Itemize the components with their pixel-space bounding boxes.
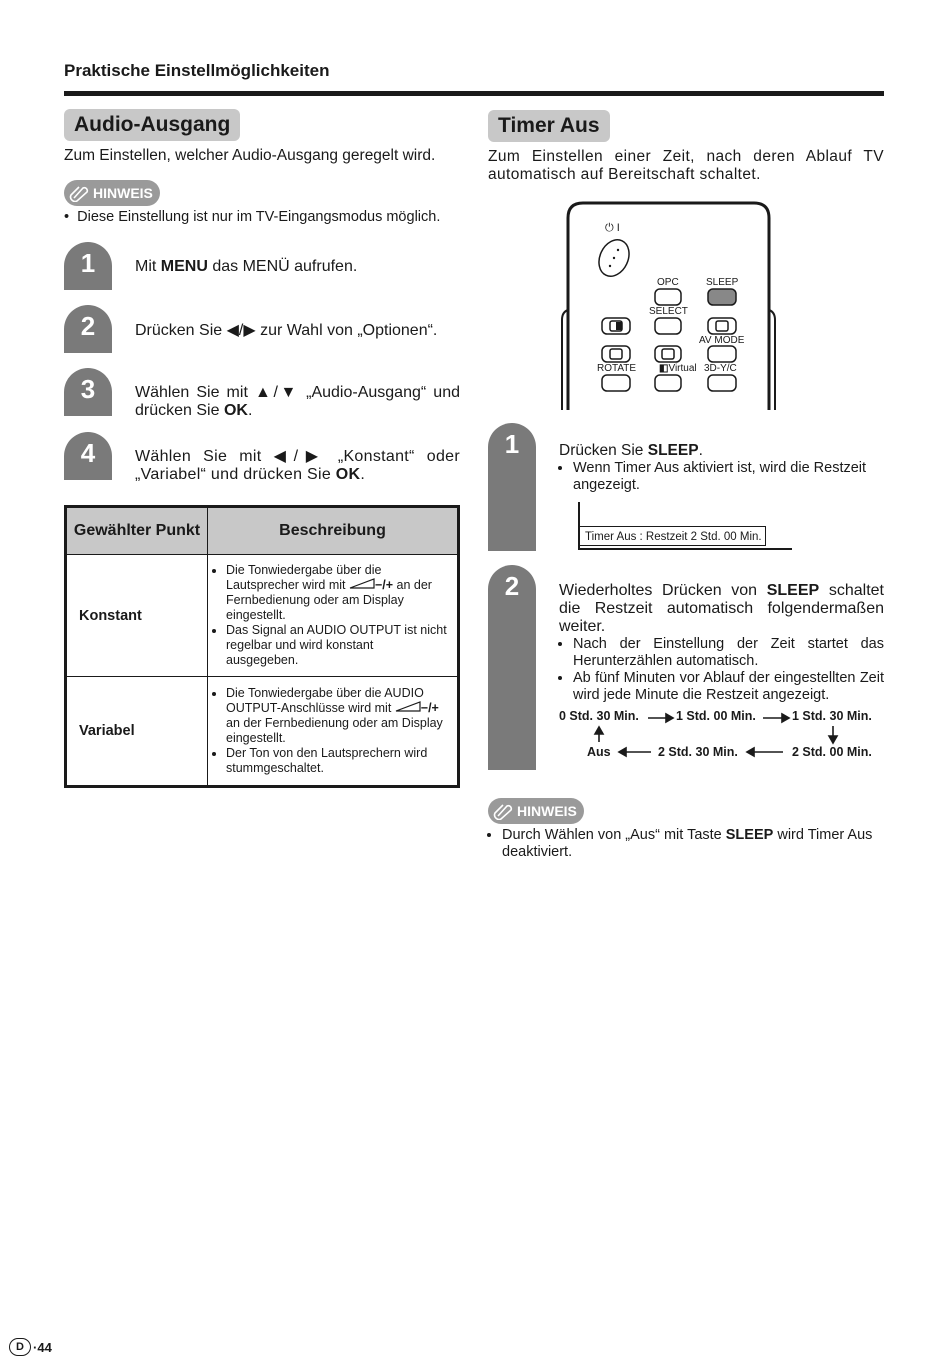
step-badge-4 — [64, 432, 112, 480]
table-cell-desc: • Die Tonwiedergabe über die Lautsprecher wird mit −/+ an der Fernbedienung oder am Display eingestellt. • Das Signal an AUDIO OUTPUT ist nicht regelbar und wird konstant ausgegeben. — [208, 555, 458, 677]
header-rule — [64, 91, 884, 96]
timer-intro: Zum Einstellen einer Zeit, nach deren Ablauf TV automatisch auf Bereitschaft schaltet. — [488, 148, 884, 183]
osd-restzeit-text: Timer Aus : Restzeit 2 Std. 00 Min. — [580, 526, 766, 546]
step-badge-1 — [64, 242, 112, 290]
hinweis-badge — [64, 180, 160, 206]
settings-table — [64, 505, 460, 788]
flow-step: Aus — [587, 745, 611, 759]
table-row — [67, 677, 457, 785]
remote-3dyc-label: 3D-Y/C — [704, 363, 737, 374]
step-number: 2 — [504, 571, 520, 601]
list-item: • Nach der Einstellung der Zeit startet das Herunterzählen automatisch. — [573, 636, 884, 670]
timer-step-1-bullets — [559, 460, 884, 494]
step-4-text: Wählen Sie mit ◀/▶ „Konstant“ oder „Variabel“ und drücken Sie OK. — [135, 448, 460, 483]
audio-intro: Zum Einstellen, welcher Audio-Ausgang geregelt wird. — [64, 147, 436, 164]
flow-step: 2 Std. 00 Min. — [792, 745, 872, 759]
flow-step: 2 Std. 30 Min. — [658, 745, 738, 759]
list-item: • Wenn Timer Aus aktiviert ist, wird die Restzeit angezeigt. — [573, 460, 884, 494]
volume-icon — [395, 701, 421, 712]
step-3-text: Wählen Sie mit ▲/▼ „Audio-Ausgang“ und drücken Sie OK. — [135, 384, 460, 419]
hinweis-label: HINWEIS — [517, 803, 577, 819]
table-cell-item: Konstant — [67, 555, 208, 677]
remote-virtual-label: ◧Virtual — [659, 363, 697, 374]
table-row — [67, 555, 457, 677]
page-number: 44 — [37, 1339, 52, 1355]
sleep-flow-diagram — [558, 706, 884, 764]
list-item: • Ab fünf Minuten vor Ablauf der eingestellten Zeit wird jede Minute die Restzeit angezeigt. — [573, 670, 884, 704]
timer-note — [488, 827, 884, 861]
osd-display — [578, 502, 792, 550]
step-number: 1 — [80, 248, 96, 278]
volume-icon — [349, 578, 375, 589]
remote-opc-label: OPC — [657, 277, 679, 288]
flow-step: 1 Std. 00 Min. — [676, 709, 756, 723]
timer-step-badge-1 — [488, 423, 536, 551]
step-badge-2 — [64, 305, 112, 353]
timer-step-2-text: Wiederholtes Drücken von SLEEP schaltet die Restzeit automatisch folgendermaßen weiter. — [559, 582, 884, 635]
remote-sleep-label: SLEEP — [706, 277, 739, 288]
step-number: 4 — [80, 438, 96, 468]
timer-step-badge-2 — [488, 565, 536, 770]
remote-power-label: ⏻ I — [605, 222, 620, 234]
flow-step: 1 Std. 30 Min. — [792, 709, 872, 723]
timer-step-1-text: Drücken Sie SLEEP. — [559, 442, 703, 459]
paperclip-icon — [68, 184, 90, 202]
table-cell-desc: • Die Tonwiedergabe über die AUDIO OUTPUT-Anschlüsse wird mit −/+ an der Fernbedienung oder am Display eingestellt. • Der Ton von den Lautsprechern wird stummgeschaltet. — [208, 677, 458, 785]
step-number: 1 — [504, 429, 520, 459]
table-header-desc: Beschreibung — [208, 508, 458, 555]
remote-avmode-label: AV MODE — [699, 335, 745, 346]
table-cell-item: Variabel — [67, 677, 208, 785]
hinweis-label: HINWEIS — [93, 185, 153, 201]
list-item: • Durch Wählen von „Aus“ mit Taste SLEEP wird Timer Aus deaktiviert. — [502, 827, 884, 861]
language-marker: D — [9, 1338, 31, 1356]
audio-note: • Diese Einstellung ist nur im TV-Eingangsmodus möglich. — [64, 209, 441, 225]
step-number: 2 — [80, 311, 96, 341]
audio-note-text: Diese Einstellung ist nur im TV-Eingangsmodus möglich. — [77, 209, 441, 225]
remote-rotate-label: ROTATE — [597, 363, 637, 374]
flow-step: 0 Std. 30 Min. — [559, 709, 639, 723]
hinweis-badge — [488, 798, 584, 824]
paperclip-icon — [492, 802, 514, 820]
table-header-item: Gewählter Punkt — [67, 508, 208, 555]
section-header: Praktische Einstellmöglichkeiten — [64, 61, 330, 80]
audio-title: Audio-Ausgang — [64, 109, 240, 141]
timer-step-2-bullets — [559, 636, 884, 704]
remote-control-illustration — [558, 200, 778, 412]
step-badge-3 — [64, 368, 112, 416]
timer-title: Timer Aus — [488, 110, 610, 142]
page-footer: D · 44 — [9, 1338, 52, 1356]
flow-arrows-icon — [558, 706, 884, 764]
step-2-text: Drücken Sie ◀/▶ zur Wahl von „Optionen“. — [135, 322, 438, 339]
step-number: 3 — [80, 374, 96, 404]
remote-select-label: SELECT — [649, 306, 688, 317]
step-1-text: Mit MENU das MENÜ aufrufen. — [135, 258, 358, 275]
